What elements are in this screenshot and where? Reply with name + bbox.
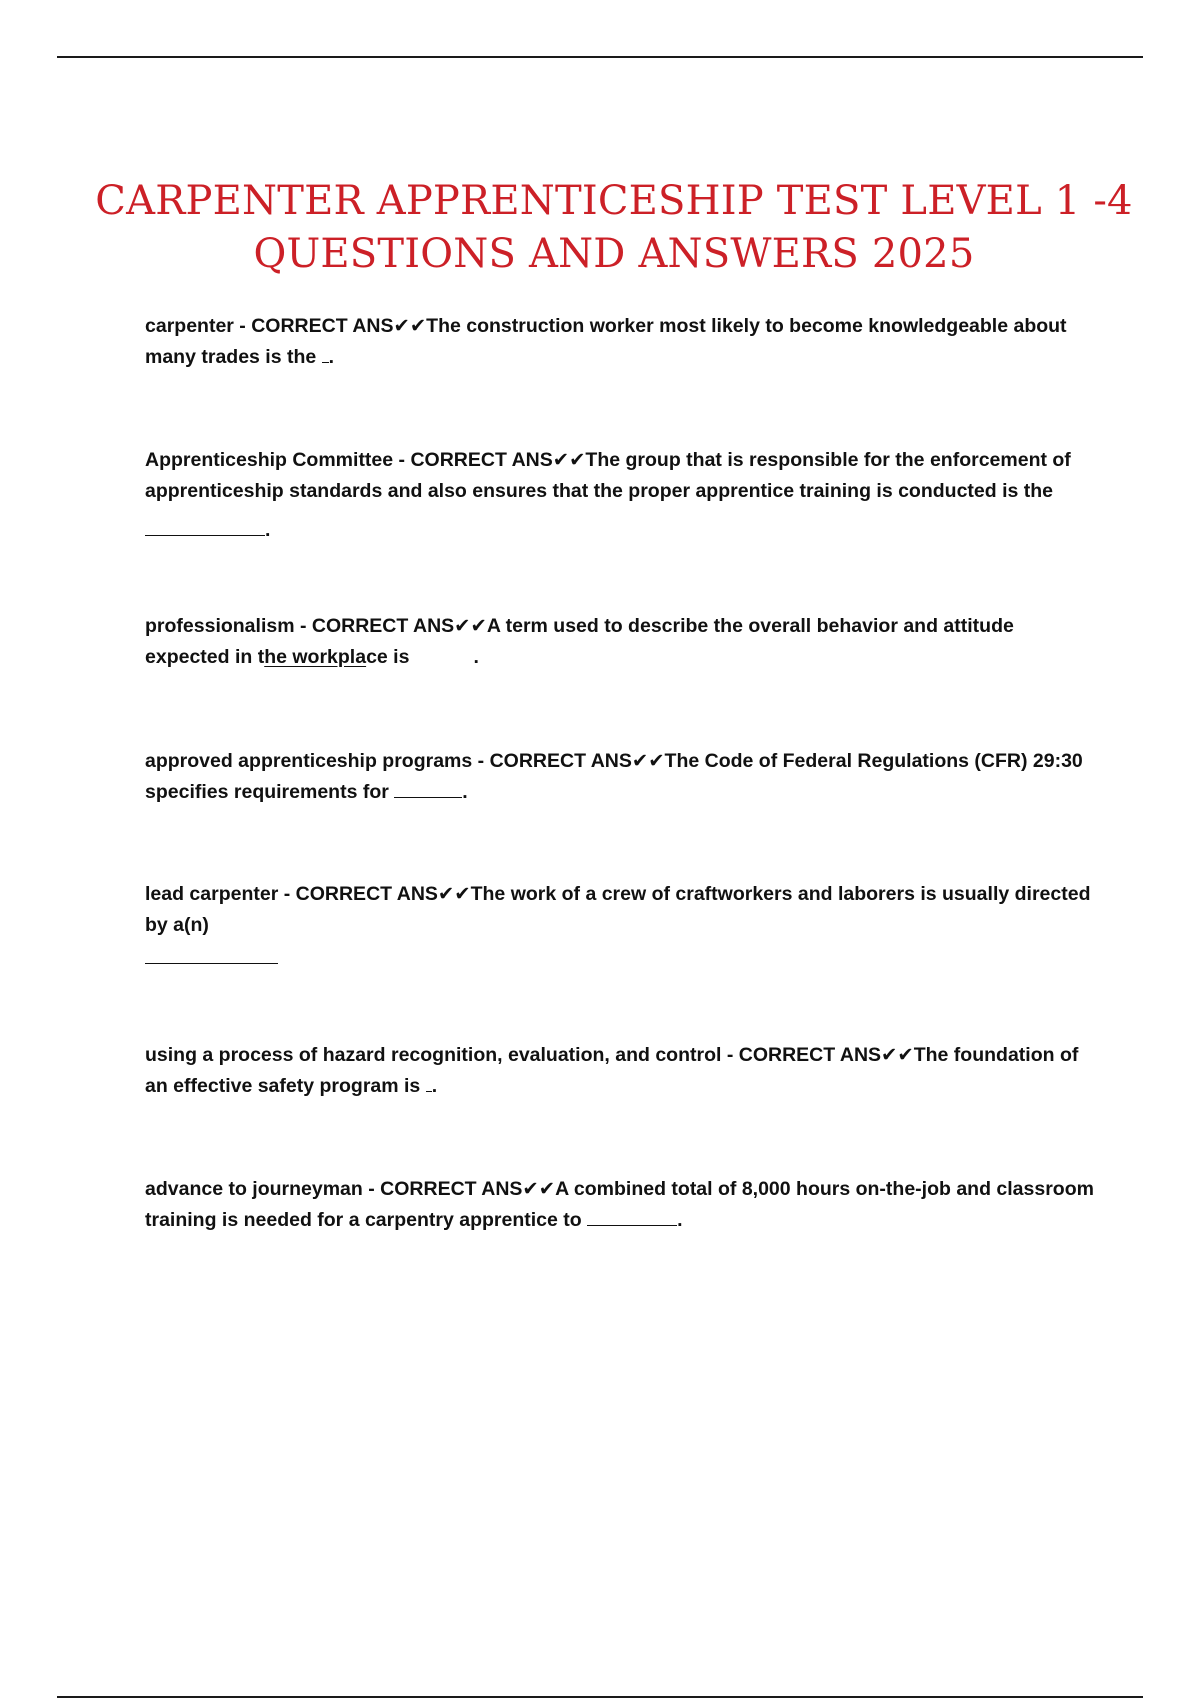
answer-text: professionalism [145, 615, 295, 637]
question-text: The foundation of an effective safety program is [145, 1044, 1079, 1097]
question-text: The construction worker most likely to become knowledgeable about many trades is the [145, 315, 1067, 368]
correct-ans-label: - CORRECT ANS✔✔ [233, 315, 427, 337]
question-tail: . [328, 346, 335, 368]
answer-blank [322, 344, 329, 363]
qa-item-6 [145, 1040, 1095, 1102]
qa-item-4 [145, 746, 1095, 808]
question-underlined-text: he workpla [264, 646, 367, 668]
title-line-2: QUESTIONS AND ANSWERS 2025 [253, 230, 975, 277]
correct-ans-label: - CORRECT ANS✔✔ [393, 449, 586, 471]
correct-ans-label: - CORRECT ANS✔✔ [472, 750, 665, 772]
qa-item-1 [145, 311, 1095, 373]
question-tail: . [677, 1209, 683, 1231]
answer-text: carpenter [145, 315, 234, 337]
answer-text: advance to journeyman [145, 1178, 363, 1200]
correct-ans-label: - CORRECT ANS✔✔ [362, 1178, 556, 1200]
qa-item-5 [145, 879, 1095, 964]
document-title [60, 175, 1168, 281]
correct-ans-label: - CORRECT ANS✔✔ [721, 1044, 914, 1066]
question-tail: . [473, 646, 479, 668]
qa-item-7 [145, 1174, 1095, 1236]
answer-text: Apprenticeship Committee [145, 449, 394, 471]
qa-item-2 [145, 445, 1095, 546]
top-rule [57, 56, 1143, 58]
question-text: A term used to describe the overall behavior and attitude expected in t [145, 615, 1014, 668]
answer-blank [394, 779, 462, 798]
question-text-end: ce is [366, 646, 410, 668]
question-text: The work of a crew of craftworkers and laborers is usually directed by a(n) [145, 883, 1091, 936]
answer-blank [145, 963, 278, 964]
question-tail: . [462, 781, 468, 803]
qa-item-3 [145, 611, 1095, 673]
question-tail: . [431, 1075, 438, 1097]
question-text: The Code of Federal Regulations (CFR) 29:30 specifies requirements for [145, 750, 1083, 803]
question-text: The group that is responsible for the enforcement of apprenticeship standards and also ensures that the proper apprentice training is conducted is the [145, 449, 1071, 502]
answer-blank [587, 1207, 677, 1226]
correct-ans-label: - CORRECT ANS✔✔ [294, 615, 487, 637]
answer-blank [145, 517, 265, 536]
question-tail: . [265, 519, 271, 541]
answer-text: lead carpenter [145, 883, 279, 905]
bottom-rule [57, 1696, 1143, 1698]
question-text: A combined total of 8,000 hours on-the-job and classroom training is needed for a carpentry apprentice to [145, 1178, 1094, 1231]
correct-ans-label: - CORRECT ANS✔✔ [278, 883, 471, 905]
answer-text: using a process of hazard recognition, evaluation, and control [145, 1044, 722, 1066]
answer-text: approved apprenticeship programs [145, 750, 473, 772]
title-line-1: CARPENTER APPRENTICESHIP TEST LEVEL 1 -4 [95, 177, 1133, 224]
